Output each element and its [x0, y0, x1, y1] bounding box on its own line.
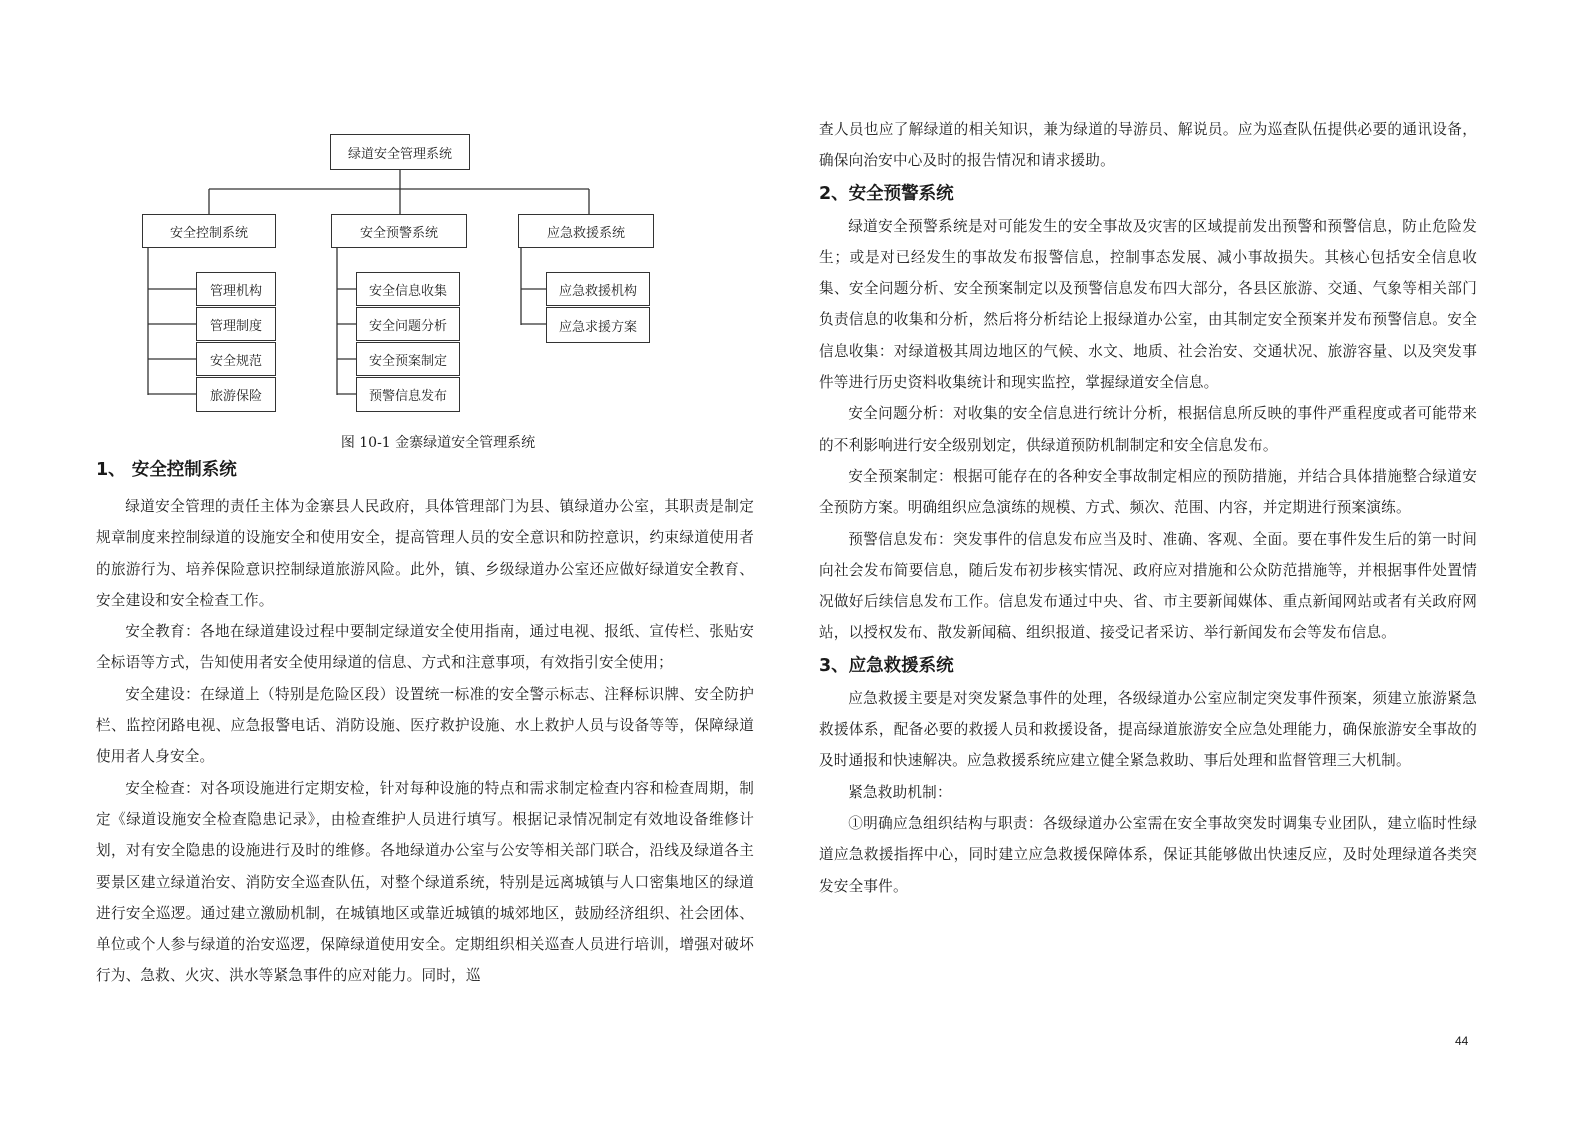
paragraph: 绿道安全预警系统是对可能发生的安全事故及灾害的区域提前发出预警和预警信息，防止危险发生；或是对已经发生的事故发布报警信息，控制事态发展、减小事故损失。其核心包括安全信息收集、安全问题分析、安全预案制定以及预警信息发布四大部分，各县区旅游、交通、气象等相关部门负责信息的收集和分析，然后将分析结论上报绿道办公室，由其制定安全预案并发布预警信息。安全信息收集：对绿道极其周边地区的气候、水文、地质、社会治安、交通状况、旅游容量、以及突发事件等进行历史资料收集统计和现实监控，掌握绿道安全信息。	[819, 217, 1477, 392]
left-column	[96, 455, 754, 992]
paragraph: 安全教育：各地在绿道建设过程中要制定绿道安全使用指南，通过电视、报纸、宣传栏、张贴安全标语等方式，告知使用者安全使用绿道的信息、方式和注意事项，有效指引安全使用；	[96, 623, 754, 672]
paragraph: 安全建设：在绿道上（特别是危险区段）设置统一标准的安全警示标志、注释标识牌、安全防护栏、监控闭路电视、应急报警电话、消防设施、医疗救护设施、水上救护人员与设备等等，保障绿道使用者人身安全。	[96, 685, 754, 766]
chart-node: 安全问题分析	[356, 307, 460, 341]
section-heading: 2、安全预警系统	[819, 183, 954, 204]
chart-node: 管理制度	[196, 307, 276, 341]
chart-root-box: 绿道安全管理系统	[330, 134, 470, 170]
paragraph: ①明确应急组织结构与职责：各级绿道办公室需在安全事故突发时调集专业团队，建立临时性绿道应急救援指挥中心，同时建立应急救援保障体系，保证其能够做出快速反应，及时处理绿道各类突发安全事件。	[819, 814, 1477, 895]
chart-node: 应急求援方案	[546, 307, 650, 343]
chart-node: 应急救援机构	[546, 272, 650, 306]
chart-branch-emergency-rescue: 应急救援系统	[518, 214, 654, 248]
chart-branch-safety-control: 安全控制系统	[142, 214, 276, 248]
chart-node: 预警信息发布	[356, 377, 460, 412]
section-heading: 3、应急救援系统	[819, 655, 954, 676]
figure-caption: 图 10-1 金寨绿道安全管理系统	[340, 435, 536, 451]
paragraph: 安全预案制定：根据可能存在的各种安全事故制定相应的预防措施，并结合具体措施整合绿道安全预防方案。明确组织应急演练的规模、方式、频次、范围、内容，并定期进行预案演练。	[819, 467, 1477, 517]
paragraph: 绿道安全管理的责任主体为金寨县人民政府，具体管理部门为县、镇绿道办公室，其职责是制定规章制度来控制绿道的设施安全和使用安全，提高管理人员的安全意识和防控意识，约束绿道使用者的旅游行为、培养保险意识控制绿道旅游风险。此外，镇、乡级绿道办公室还应做好绿道安全教育、安全建设和安全检查工作。	[96, 498, 754, 609]
chart-node: 管理机构	[196, 272, 276, 306]
section-heading: 1、 安全控制系统	[96, 460, 237, 480]
chart-node: 安全信息收集	[356, 272, 460, 306]
org-chart	[138, 126, 658, 426]
paragraph: 安全问题分析：对收集的安全信息进行统计分析，根据信息所反映的事件严重程度或者可能带来的不利影响进行安全级别划定，供绿道预防机制制定和安全信息发布。	[819, 405, 1477, 454]
paragraph: 紧急救助机制：	[848, 783, 952, 801]
chart-node: 安全预案制定	[356, 342, 460, 376]
page-number: 44	[1455, 1034, 1469, 1048]
paragraph: 应急救援主要是对突发紧急事件的处理，各级绿道办公室应制定突发事件预案，须建立旅游紧急救援体系，配备必要的救援人员和救援设备，提高绿道旅游安全应急处理能力，确保旅游安全事故的及时通报和快速解决。应急救援系统应建立健全紧急救助、事后处理和监督管理三大机制。	[819, 689, 1477, 770]
chart-node: 安全规范	[196, 342, 276, 376]
chart-node: 旅游保险	[196, 377, 276, 412]
chart-branch-safety-warning: 安全预警系统	[331, 214, 467, 248]
paragraph: 预警信息发布：突发事件的信息发布应当及时、准确、客观、全面。要在事件发生后的第一时间向社会发布简要信息，随后发布初步核实情况、政府应对措施和公众防范措施等，并根据事件处置情况做好后续信息发布工作。信息发布通过中央、省、市主要新闻媒体、重点新闻网站或者有关政府网站，以授权发布、散发新闻稿、组织报道、接受记者采访、举行新闻发布会等发布信息。	[819, 530, 1477, 642]
right-column	[819, 114, 1477, 902]
paragraph: 查人员也应了解绿道的相关知识，兼为绿道的导游员、解说员。应为巡查队伍提供必要的通讯设备，确保向治安中心及时的报告情况和请求援助。	[819, 121, 1477, 170]
paragraph: 安全检查：对各项设施进行定期安检，针对每种设施的特点和需求制定检查内容和检查周期，制定《绿道设施安全检查隐患记录》，由检查维护人员进行填写。根据记录情况制定有效地设备维修计划，对有安全隐患的设施进行及时的维修。各地绿道办公室与公安等相关部门联合，沿线及绿道各主要景区建立绿道治安、消防安全巡查队伍，对整个绿道系统，特别是远离城镇与人口密集地区的绿道进行安全巡逻。通过建立激励机制，在城镇地区或靠近城镇的城郊地区，鼓励经济组织、社会团体、单位或个人参与绿道的治安巡逻，保障绿道使用安全。定期组织相关巡查人员进行培训，增强对破坏行为、急救、火灾、洪水等紧急事件的应对能力。同时，巡	[96, 779, 754, 985]
